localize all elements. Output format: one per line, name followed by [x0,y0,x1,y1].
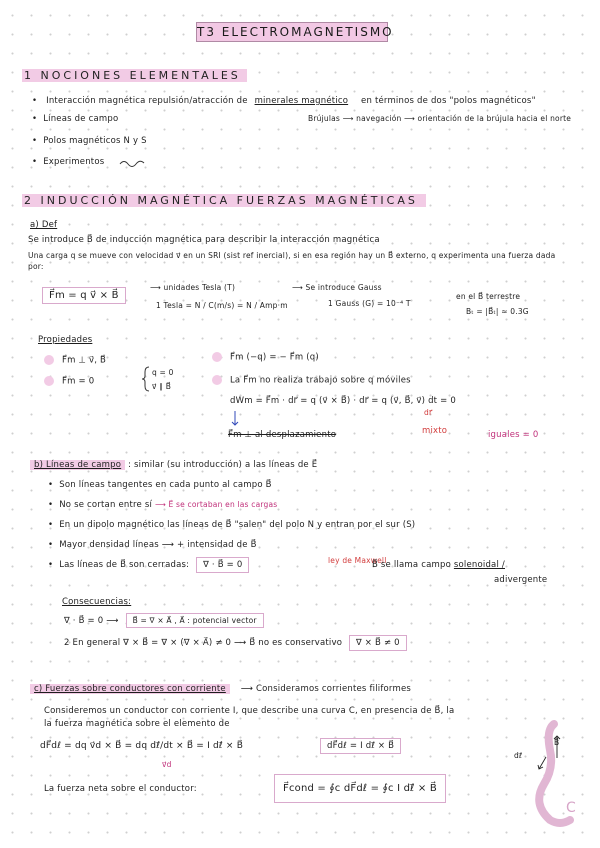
property-2-number [44,376,54,386]
curl-box: ∇ × B⃗ ≠ 0 [349,635,407,651]
consequence-1-text: ∇ · B⃗ = 0 ⟶ [64,616,119,626]
gauss-line-1: ⟶ Se introduce Gauss [292,283,382,292]
c-text-2: la fuerza magnética sobre el elemento de [44,719,230,729]
s1-brujulas: Brújulas ⟶ navegación ⟶ orientación de la brújula hacia el norte [308,114,572,123]
force-element-equation: dF⃗dℓ = dq v⃗d × B⃗ = dq dℓ⃗/dt × B⃗ = I dℓ⃗ × B⃗ [40,741,244,751]
brace-mark [142,366,150,392]
s1-bullet-2: • Líneas de campo [32,114,118,124]
s1-bullet-1 [32,96,536,106]
b-bullet-5-cont [372,560,505,570]
b-bullet-5-cont-text: B⃗ se llama campo [372,560,451,570]
a-intro-1: Se introduce B⃗ de inducción magnética para describir la interacción magnética [28,235,380,245]
s1-bullet-3: • Polos magnéticos N y S [32,136,147,146]
figure-C-label: C [566,800,576,816]
b-bullet-3: • En un dipolo magnético las líneas de B⃗ "salen" del polo N y entran por el sur (S) [48,520,415,530]
work-dr-note: dr⃗ [424,408,433,417]
figure-dl-arrow-icon [536,756,548,772]
subsection-a-label: a) Def [30,220,58,230]
property-4-text: La F⃗m no realiza trabajo sobre q móviles [230,375,411,386]
s1-b1-text-2: en términos de dos "polos magnéticos" [361,96,536,106]
section-2-heading [22,194,426,207]
figure-B-arrow-icon [552,734,562,760]
adivergente-word: adivergente [494,575,548,585]
subsection-c-intro: ⟶ Consideramos corrientes filiformes [240,684,412,694]
section-1-heading [22,69,247,82]
b-bullet-2 [48,500,277,510]
units-line-2: 1 Tesla = N / C(m/s) = N / Amp·m [156,301,288,310]
consequence-2-text: 2 En general ∇ × B⃗ = ∇ × (∇ × A⃗) ≠ 0 ⟶ B⃗ no es conservativo [64,638,343,648]
b-bullet-2-text: • No se cortan entre sí [48,500,152,510]
gauss-line-2: 1 Gauss (G) = 10⁻⁴ T [328,299,411,308]
property-2 [44,376,94,387]
properties-label: Propiedades [38,335,93,345]
b-bullet-4: • Mayor densidad líneas ⟶ + intensidad de B⃗ [48,540,257,550]
vd-note: v⃗d [162,760,172,769]
earth-line-2: Bₜ = |B⃗ₜ| ≈ 0.3G [466,307,529,316]
page-title: T3 ELECTROMAGNETISMO [196,22,388,42]
property-2-text: F⃗m = 0 [62,376,95,387]
consequence-1 [64,616,264,626]
solenoidal-word: solenoidal / [453,560,505,570]
subsection-c-label: c) Fuerzas sobre conductores con corriente [30,684,230,694]
b-bullet-5 [48,560,249,570]
net-force-label: La fuerza neta sobre el conductor: [44,784,197,794]
property-4 [212,375,411,386]
c-text-1: Consideremos un conductor con corriente I, que describe una curva C, en presencia de B⃗, la [44,706,455,716]
consequence-2 [64,638,407,648]
subsection-b-intro: : similar (su introducción) a las líneas de E⃗ [128,460,318,470]
s1-bullet-4: • Experimentos [32,157,104,167]
maxwell-note: ley de Maxwell [328,556,387,565]
property-1 [44,355,106,366]
earth-line-1: en el B⃗ terrestre [456,292,521,301]
divergence-box: ∇ · B⃗ = 0 [196,557,249,573]
property-3-text: F⃗m (−q) = − F⃗m (q) [230,352,319,363]
squiggle-mark [118,158,148,168]
section-1-heading-text: 1 NOCIONES ELEMENTALES [22,69,247,82]
property-1-number [44,355,54,365]
net-force-box: F⃗cond = ∮c dF⃗dℓ = ∮c I dℓ⃗ × B⃗ [274,774,446,803]
units-line-1: ⟶ unidades Tesla (T) [150,283,236,292]
b-bullet-5-text: • Las líneas de B⃗ son cerradas: [48,560,189,570]
down-arrow-icon [230,410,240,428]
work-equation: dWm = F⃗m · dr⃗ = q (v⃗ × B⃗) · dr⃗ = q (v⃗, B⃗, v⃗) dt = 0 [230,396,456,406]
subsection-b-label: b) Líneas de campo [30,460,125,470]
property-1-text: F⃗m ⊥ v⃗, B⃗ [62,355,107,366]
property-3-number [212,352,222,362]
property-4-number [212,375,222,385]
mixto-note: mixto [422,426,448,436]
consequences-label: Consecuencias: [62,597,132,607]
lorentz-formula-box: F⃗m = q v⃗ × B⃗ [42,287,126,304]
b-bullet-2-note: ⟶ E⃗ se cortaban en las cargas [154,500,278,509]
iguales-note: iguales = 0 [488,430,539,440]
figure-dl-label: dℓ⃗ [514,751,523,760]
property-3 [212,352,319,363]
vector-potential-box: B⃗ = ∇ × A⃗ , A⃗ : potencial vector [126,613,264,628]
b-bullet-1: • Son líneas tangentes en cada punto al campo B⃗ [48,480,272,490]
a-intro-2: Una carga q se mueve con velocidad v⃗ en un SRI (sist ref inercial), si en esa región hay un B⃗ externo, q experimenta una fuerza dada por: [28,251,556,271]
s1-b1-text: Interacción magnética repulsión/atracción de [46,96,248,106]
property-2-cond-1: q = 0 [152,368,174,377]
subsection-c [30,684,411,694]
property-2-cond-2: v⃗ ∥ B⃗ [152,382,172,391]
s1-b1-highlight: minerales magnético [254,96,349,106]
section-2-heading-text: 2 INDUCCIÓN MAGNÉTICA FUERZAS MAGNÉTICAS [22,194,426,207]
subsection-b [30,460,317,470]
figure-B-label: B⃗ [554,738,560,747]
work-note: F⃗m ⊥ al desplazamiento [228,430,337,440]
force-element-box: dF⃗dℓ = I dℓ⃗ × B⃗ [320,738,401,754]
